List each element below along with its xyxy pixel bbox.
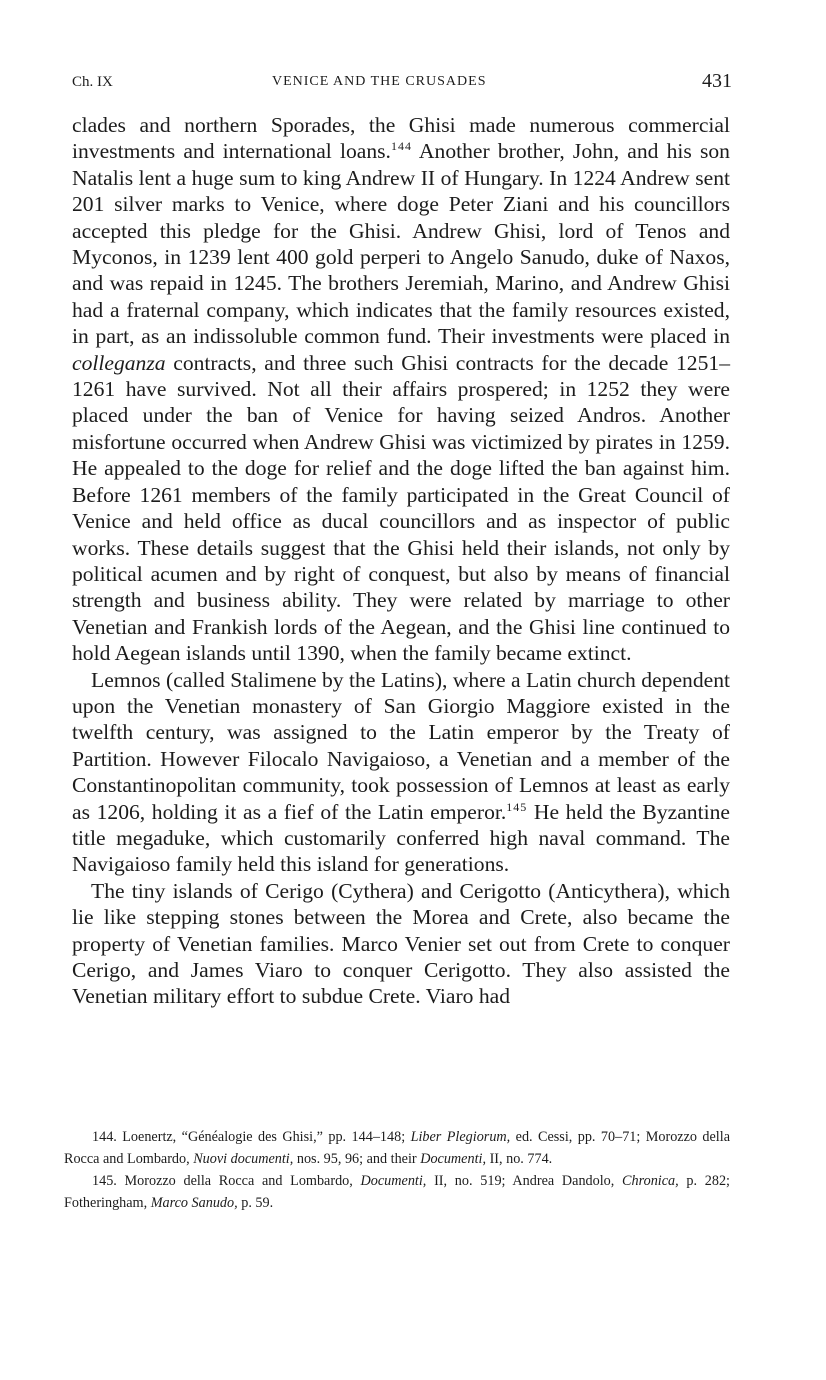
text-run: II, no. 519; Andrea Dandolo,	[426, 1173, 623, 1189]
italic-text: Documenti,	[420, 1151, 487, 1167]
text-run: p. 59.	[237, 1195, 274, 1211]
text-run: clades and northern Sporades, the Ghisi made numerous commercial investments and international loans.	[72, 113, 730, 164]
text-run: Lemnos (called Stalimene by the Latins), where a Latin church dependent upon the Venetian monastery of San Giorgio Maggiore existed in the twelfth century, was assigned to the Latin emperor by the Treaty of Partition. However Filocalo Navigaioso, a Venetian and a member of the Constantinopolitan community, took possession of Lemnos at least as early as 1206, holding it as a fief of the Latin emperor.	[72, 667, 730, 824]
text-run: Another brother, John, and his son Natalis lent a huge sum to king Andrew II of Hungary. In 1224 Andrew sent 201 silver marks to Venice, where doge Peter Ziani and his councillors accepted this pledge for the Ghisi. Andrew Ghisi, lord of Tenos and Myconos, in 1239 lent 400 gold perperi to Angelo Sanudo, duke of Naxos, and was repaid in 1245. The brothers Jeremiah, Marino, and Andrew Ghisi had a fraternal company, which indicates that the family resources existed, in part, as an indissoluble common fund. Their investments were placed in	[72, 139, 730, 349]
text-run: II, no. 774.	[486, 1151, 553, 1167]
paragraph	[72, 112, 730, 667]
footnotes	[64, 1126, 730, 1214]
text-run: He held the Byzantine title megaduke, which customarily conferred high naval command. The Navigaioso family held this island for generations.	[72, 799, 730, 877]
running-head	[72, 70, 732, 94]
italic-text: Liber Plegiorum,	[410, 1129, 511, 1145]
running-title: VENICE AND THE CRUSADES	[272, 74, 487, 89]
footnote	[64, 1170, 730, 1214]
text-run: p. 282; Fotheringham,	[64, 1173, 730, 1211]
italic-text: colleganza	[72, 350, 166, 375]
body-text	[72, 112, 730, 1010]
paragraph	[72, 667, 730, 878]
text-run: nos. 95, 96; and their	[293, 1151, 421, 1167]
footnote	[64, 1126, 730, 1170]
italic-text: Documenti,	[360, 1173, 427, 1189]
italic-text: Chronica,	[622, 1173, 679, 1189]
italic-text: Marco Sanudo,	[150, 1195, 238, 1211]
italic-text: Nuovi documenti,	[193, 1151, 294, 1167]
footnote-ref: 145	[506, 799, 528, 814]
text-run: 145. Morozzo della Rocca and Lombardo,	[92, 1173, 361, 1189]
paragraph	[72, 878, 730, 1010]
page-number: 431	[702, 70, 732, 92]
text-run: The tiny islands of Cerigo (Cythera) and Cerigotto (Anticythera), which lie like stepping stones between the Morea and Crete, also became the property of Venetian families. Marco Venier set out from Crete to conquer Cerigo, and James Viaro to conquer Cerigotto. They also assisted the Venetian military effort to subdue Crete. Viaro had	[72, 878, 730, 1009]
footnote-ref: 144	[390, 139, 412, 154]
text-run: 144. Loenertz, “Généalogie des Ghisi,” pp. 144–148;	[92, 1129, 411, 1145]
text-run: contracts, and three such Ghisi contracts for the decade 1251–1261 have survived. Not all their affairs prospered; in 1252 they were placed under the ban of Venice for having seized Andros. Another misfortune occurred when Andrew Ghisi was victimized by pirates in 1259. He appealed to the doge for relief and the doge lifted the ban against him. Before 1261 members of the family participated in the Great Council of Venice and held office as ducal councillors and as inspector of public works. These details suggest that the Ghisi held their islands, not only by political acumen and by right of conquest, but also by means of financial strength and business ability. They were related by marriage to other Venetian and Frankish lords of the Aegean, and the Ghisi line continued to hold Aegean islands until 1390, when the family became extinct.	[72, 350, 730, 666]
chapter-label: Ch. IX	[72, 74, 113, 90]
text-run: ed. Cessi, pp. 70–71; Morozzo della Rocca and Lombardo,	[64, 1129, 730, 1167]
